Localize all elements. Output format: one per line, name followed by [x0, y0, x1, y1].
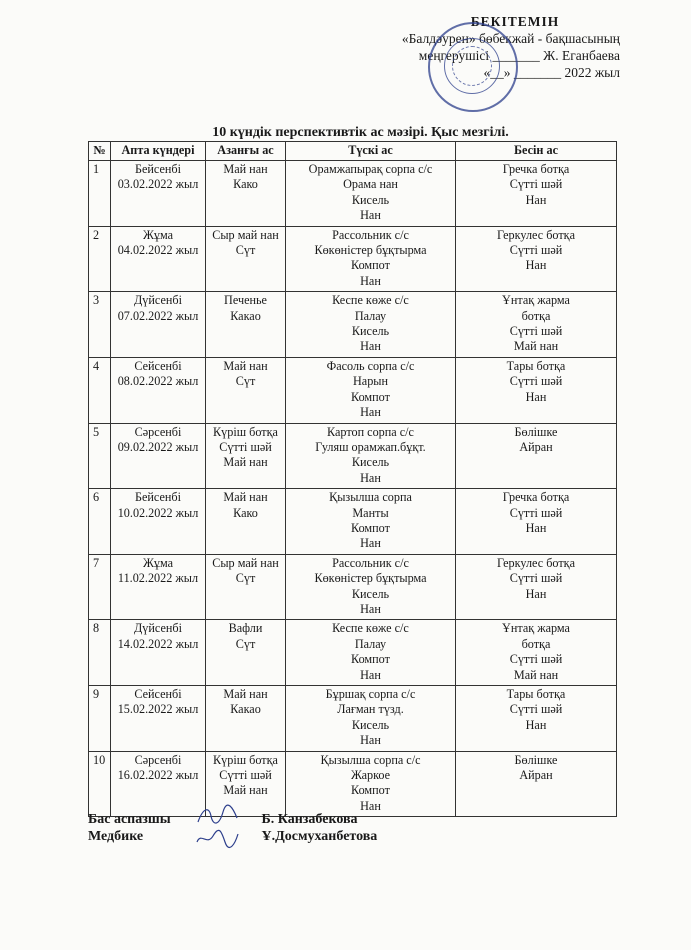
breakfast-cell-line: Какао [230, 308, 261, 323]
handwritten-signature-icon [195, 804, 240, 828]
lunch-cell-line: Жаркое [350, 768, 391, 783]
table-row [89, 751, 617, 817]
row-number: 3 [89, 292, 111, 358]
snack-cell-line: Гречка ботқа [502, 162, 570, 176]
lunch-cell-line: Көкөністер бұқтырма [314, 243, 427, 258]
snack-cell-line: ботқа [521, 308, 551, 323]
snack-cell-line: Тары ботқа [506, 687, 566, 701]
table-row [89, 489, 617, 555]
breakfast-cell-line: Сыр май нан [212, 555, 279, 570]
snack-cell-line: Сүтті шәй [509, 505, 563, 520]
breakfast-cell [206, 292, 286, 358]
lunch-cell-line: Компот [351, 520, 390, 535]
approval-line-2: меңгерушісі _______ Ж. Еганбаева [418, 48, 620, 63]
table-row [89, 292, 617, 358]
lunch-cell-line: Кисель [351, 586, 390, 601]
approval-line-3: «__» _______ 2022 жыл [483, 65, 620, 80]
breakfast-cell-line: Вафли [228, 621, 263, 636]
approval-line-1: «Балдәурен» бөбекжай - бақшасының [401, 31, 620, 46]
row-number: 5 [89, 423, 111, 489]
lunch-cell [286, 292, 456, 358]
day-cell [111, 423, 206, 489]
snack-cell [456, 357, 617, 423]
signature-name: Ұ.Досмуханбетова [261, 829, 378, 844]
snack-cell-line: Нан [525, 520, 547, 535]
day-cell-line: Сәрсенбі [134, 752, 182, 767]
snack-cell-line: Сүтті шәй [509, 571, 563, 586]
lunch-cell-line: Нан [360, 339, 381, 354]
snack-cell-line: Сүтті шәй [509, 177, 563, 192]
snack-cell-line: Май нан [513, 667, 559, 682]
breakfast-cell-line: Сүтті шәй [219, 768, 272, 783]
lunch-cell-line: Көкөністер бұқтырма [314, 571, 427, 586]
breakfast-cell-line: Како [233, 505, 258, 520]
snack-cell-line: ботқа [521, 636, 551, 651]
lunch-cell-line: Кисель [351, 717, 390, 732]
breakfast-cell [206, 489, 286, 555]
day-cell-line: Дүйсенбі [133, 621, 182, 636]
snack-cell-line: Гречка ботқа [502, 490, 570, 505]
breakfast-cell-line: Күріш ботқа [213, 752, 278, 767]
breakfast-cell-line: Май нан [223, 162, 268, 176]
breakfast-cell-line: Сүт [235, 636, 256, 651]
day-cell-line: Сейсенбі [134, 358, 182, 373]
breakfast-cell-line: Май нан [223, 783, 268, 798]
table-row [89, 423, 617, 489]
lunch-cell [286, 357, 456, 423]
row-number: 2 [89, 226, 111, 292]
day-cell-line: 04.02.2022 жыл [117, 243, 199, 258]
snack-cell-line: Сүтті шәй [509, 243, 563, 258]
day-cell-line: 08.02.2022 жыл [117, 374, 199, 389]
lunch-cell [286, 423, 456, 489]
snack-cell [456, 686, 617, 752]
lunch-cell [286, 620, 456, 686]
table-row [89, 161, 617, 227]
table-row [89, 226, 617, 292]
signature-name: Б. Канзабекова [261, 812, 358, 827]
day-cell-line: Сәрсенбі [134, 424, 182, 439]
breakfast-cell-line: Май нан [223, 455, 268, 470]
lunch-cell-line: Орама нан [343, 177, 398, 192]
lunch-cell-line: Фасоль сорпа с/с [326, 358, 415, 373]
snack-cell-line: Нан [525, 192, 547, 207]
snack-cell-line: Геркулес ботқа [497, 555, 575, 570]
header-afternoon-snack: Бесін ас [456, 142, 617, 161]
row-number: 8 [89, 620, 111, 686]
day-cell-line: 03.02.2022 жыл [117, 177, 199, 192]
breakfast-cell-line: Печенье [224, 293, 267, 308]
snack-cell-line: Сүтті шәй [509, 324, 563, 339]
day-cell-line: Сейсенбі [134, 687, 182, 701]
breakfast-cell [206, 161, 286, 227]
lunch-cell-line: Нан [360, 601, 381, 616]
lunch-cell-line: Палау [354, 636, 387, 651]
snack-cell [456, 423, 617, 489]
lunch-cell [286, 161, 456, 227]
lunch-cell-line: Орамжапырақ сорпа с/с [308, 162, 433, 176]
seal-emblem-icon [452, 46, 492, 86]
row-number: 10 [89, 751, 111, 817]
table-row [89, 357, 617, 423]
breakfast-cell [206, 686, 286, 752]
row-number: 1 [89, 161, 111, 227]
snack-cell [456, 751, 617, 817]
day-cell-line: Бейсенбі [134, 490, 181, 505]
snack-cell [456, 554, 617, 620]
breakfast-cell-line: Май нан [223, 490, 268, 505]
lunch-cell-line: Картоп сорпа с/с [327, 424, 414, 439]
lunch-cell-line: Нан [360, 733, 381, 748]
day-cell-line: 14.02.2022 жыл [117, 636, 199, 651]
lunch-cell-line: Кеспе көже с/с [332, 621, 409, 636]
day-cell-line: 11.02.2022 жыл [117, 571, 199, 586]
day-cell [111, 620, 206, 686]
lunch-cell-line: Компот [351, 389, 390, 404]
row-number: 4 [89, 357, 111, 423]
lunch-cell-line: Қызылша сорпа [329, 490, 412, 505]
breakfast-cell-line: Сүт [235, 571, 256, 586]
lunch-cell-line: Компот [351, 783, 390, 798]
day-cell [111, 554, 206, 620]
lunch-cell-line: Нарын [352, 374, 388, 389]
lunch-cell [286, 686, 456, 752]
snack-cell [456, 292, 617, 358]
snack-cell-line: Айран [519, 768, 553, 783]
row-number: 9 [89, 686, 111, 752]
day-cell [111, 751, 206, 817]
snack-cell-line: Ұнтақ жарма [502, 293, 570, 308]
lunch-cell-line: Кисель [351, 455, 390, 470]
day-cell-line: 07.02.2022 жыл [117, 308, 199, 323]
snack-cell-line: Нан [525, 717, 547, 732]
menu-table [88, 141, 617, 817]
snack-cell-line: Геркулес ботқа [497, 227, 575, 242]
snack-cell [456, 226, 617, 292]
lunch-cell-line: Лағман түзд. [337, 702, 404, 717]
header-lunch: Түскі ас [286, 142, 456, 161]
lunch-cell-line: Рассольник с/с [332, 227, 409, 242]
breakfast-cell [206, 357, 286, 423]
lunch-cell-line: Компот [351, 258, 390, 273]
lunch-cell-line: Нан [360, 798, 381, 813]
signature-role: Бас аспазшы [88, 812, 171, 827]
breakfast-cell-line: Сыр май нан [212, 227, 279, 242]
day-cell [111, 357, 206, 423]
breakfast-cell-line: Май нан [223, 687, 268, 701]
lunch-cell-line: Қызылша сорпа с/с [320, 752, 421, 767]
snack-cell-line: Бөлішке [514, 424, 558, 439]
day-cell-line: 10.02.2022 жыл [117, 505, 199, 520]
table-row [89, 686, 617, 752]
lunch-cell-line: Нан [360, 536, 381, 551]
lunch-cell-line: Манты [352, 505, 389, 520]
lunch-cell-line: Нан [360, 208, 381, 223]
breakfast-cell-line: Сүт [235, 374, 256, 389]
breakfast-cell-line: Күріш ботқа [213, 424, 278, 439]
day-cell [111, 489, 206, 555]
lunch-cell-line: Кисель [351, 192, 390, 207]
snack-cell-line: Бөлішке [514, 752, 558, 767]
lunch-cell-line: Компот [351, 652, 390, 667]
day-cell-line: Бейсенбі [134, 162, 181, 176]
snack-cell-line: Сүтті шәй [509, 702, 563, 717]
snack-cell-line: Май нан [513, 339, 559, 354]
breakfast-cell-line: Сүт [235, 243, 256, 258]
day-cell [111, 686, 206, 752]
lunch-cell-line: Гуляш орамжап.бұқт. [315, 439, 426, 454]
table-row [89, 620, 617, 686]
day-cell-line: Дүйсенбі [133, 293, 182, 308]
lunch-cell-line: Бұршақ сорпа с/с [325, 687, 416, 701]
day-cell [111, 292, 206, 358]
snack-cell-line: Сүтті шәй [509, 652, 563, 667]
lunch-cell [286, 489, 456, 555]
document-title: 10 күндік перспективтік ас мәзірі. Қыс мезгілі. [212, 125, 509, 140]
lunch-cell [286, 554, 456, 620]
lunch-cell-line: Нан [360, 470, 381, 485]
lunch-cell [286, 226, 456, 292]
lunch-cell-line: Нан [360, 405, 381, 420]
day-cell-line: Жұма [142, 555, 174, 570]
snack-cell-line: Ұнтақ жарма [502, 621, 570, 636]
table-body [89, 161, 617, 817]
lunch-cell-line: Нан [360, 667, 381, 682]
row-number: 7 [89, 554, 111, 620]
header-number: № [89, 142, 111, 161]
lunch-cell-line: Кеспе көже с/с [332, 293, 409, 308]
day-cell-line: Жұма [142, 227, 174, 242]
breakfast-cell-line: Како [233, 177, 258, 192]
day-cell-line: 16.02.2022 жыл [117, 768, 199, 783]
lunch-cell-line: Кисель [351, 324, 390, 339]
lunch-cell-line: Рассольник с/с [332, 555, 409, 570]
day-cell-line: 15.02.2022 жыл [117, 702, 199, 717]
handwritten-signature-icon [195, 826, 240, 850]
breakfast-cell-line: Сүтті шәй [219, 439, 272, 454]
snack-cell-line: Сүтті шәй [509, 374, 563, 389]
row-number: 6 [89, 489, 111, 555]
snack-cell [456, 161, 617, 227]
snack-cell-line: Нан [525, 258, 547, 273]
table-row [89, 554, 617, 620]
snack-cell-line: Нан [525, 586, 547, 601]
breakfast-cell [206, 554, 286, 620]
snack-cell-line: Айран [519, 439, 553, 454]
day-cell [111, 161, 206, 227]
breakfast-cell [206, 226, 286, 292]
breakfast-cell-line: Какао [230, 702, 261, 717]
snack-cell-line: Нан [525, 389, 547, 404]
breakfast-cell-line: Май нан [223, 358, 268, 373]
table-header-row [89, 142, 617, 161]
lunch-cell-line: Палау [354, 308, 387, 323]
snack-cell-line: Тары ботқа [506, 358, 566, 373]
snack-cell [456, 489, 617, 555]
lunch-cell-line: Нан [360, 273, 381, 288]
snack-cell [456, 620, 617, 686]
signature-role: Медбике [88, 829, 144, 844]
header-week-days: Апта күндері [111, 142, 206, 161]
breakfast-cell [206, 423, 286, 489]
lunch-cell [286, 751, 456, 817]
day-cell-line: 09.02.2022 жыл [117, 439, 199, 454]
breakfast-cell [206, 620, 286, 686]
approval-title: БЕКІТЕМІН [470, 14, 560, 29]
day-cell [111, 226, 206, 292]
header-breakfast: Азанғы ас [206, 142, 286, 161]
